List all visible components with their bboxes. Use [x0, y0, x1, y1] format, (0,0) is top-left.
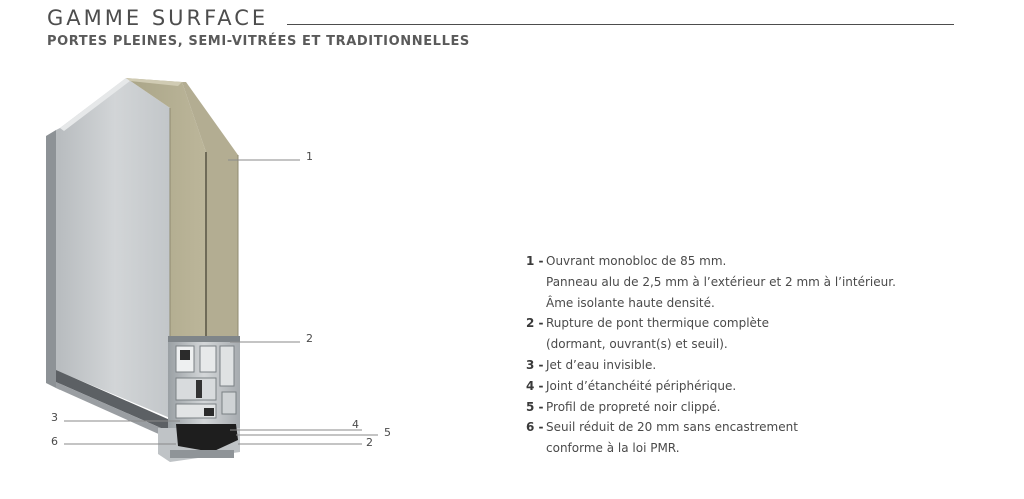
spec-text: Joint d’étanchéité périphérique. — [546, 378, 737, 393]
spec-item — [526, 313, 946, 355]
aluminium-profile — [168, 336, 240, 428]
spec-text: (dormant, ouvrant(s) et seuil). — [546, 337, 728, 352]
callout-5: 5 — [384, 426, 391, 439]
page-title: GAMME SURFACE — [47, 6, 269, 30]
spec-item — [526, 355, 946, 376]
callout-4: 4 — [352, 418, 359, 431]
spec-item — [526, 397, 946, 418]
callout-2-top: 2 — [306, 332, 313, 345]
spec-text: Ouvrant monobloc de 85 mm. — [546, 254, 727, 268]
spec-number: 2 - — [526, 316, 544, 331]
spec-text: Panneau alu de 2,5 mm à l’extérieur et 2 mm à l’intérieur. — [546, 274, 896, 289]
spec-item — [526, 417, 946, 459]
threshold-profile — [158, 424, 240, 462]
spec-text: Profil de propreté noir clippé. — [546, 399, 721, 414]
spec-number: 3 - — [526, 357, 544, 372]
callout-3: 3 — [51, 411, 58, 424]
spec-number: 1 - — [526, 254, 544, 268]
spec-text: Jet d’eau invisible. — [546, 357, 657, 372]
spec-item — [526, 251, 946, 313]
page-subtitle: PORTES PLEINES, SEMI-VITRÉES ET TRADITIONNELLES — [47, 34, 470, 49]
door-face — [60, 78, 170, 418]
spec-text: Âme isolante haute densité. — [546, 295, 715, 310]
spec-text: conforme à la loi PMR. — [546, 441, 680, 456]
callout-2-bottom: 2 — [366, 436, 373, 449]
spec-number: 4 - — [526, 378, 544, 393]
spec-list — [526, 251, 946, 459]
spec-text: Rupture de pont thermique complète — [546, 316, 770, 331]
callout-1: 1 — [306, 150, 313, 163]
frame-profile — [46, 128, 60, 390]
spec-number: 5 - — [526, 399, 544, 414]
spec-item — [526, 376, 946, 397]
spec-number: 6 - — [526, 420, 544, 435]
spec-text: Seuil réduit de 20 mm sans encastrement — [546, 420, 798, 435]
callout-6: 6 — [51, 435, 58, 448]
